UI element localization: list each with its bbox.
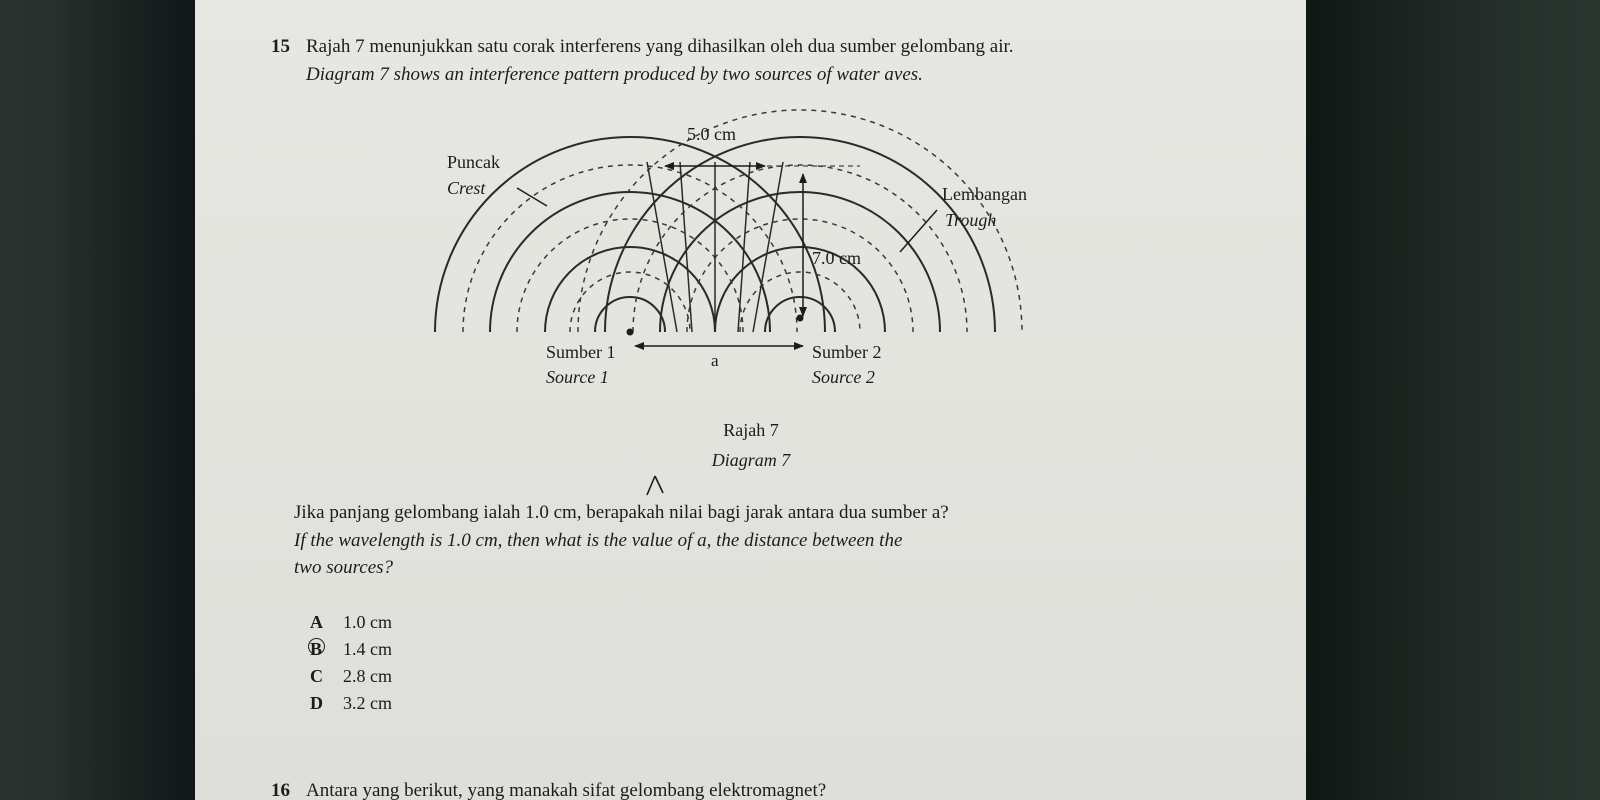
antinodal-line-4: [738, 162, 750, 332]
prompt-malay: Jika panjang gelombang ialah 1.0 cm, berapakah nilai bagi jarak antara dua sumber a?: [294, 502, 949, 523]
monitor-bezel-right: [1306, 0, 1600, 800]
separation-label: a: [711, 351, 719, 370]
trough-pointer: [900, 210, 937, 252]
option-letter: C: [310, 666, 323, 686]
question-16-number: 16: [271, 780, 290, 800]
antinodal-line-2: [680, 162, 692, 332]
distance-label: 7.0 cm: [812, 248, 861, 268]
crest-label-english: Crest: [447, 178, 486, 198]
option-letter: B: [310, 639, 323, 659]
exam-page: [195, 0, 1306, 800]
source1-dot: [627, 329, 634, 336]
option-value: 2.8 cm: [343, 666, 392, 686]
source2-trough-3: [633, 165, 967, 332]
monitor-bezel-left: [0, 0, 195, 800]
question-15-stem-english: Diagram 7 shows an interference pattern produced by two sources of water aves.: [306, 64, 923, 85]
option-value: 3.2 cm: [343, 693, 392, 713]
question-16-stem-malay: Antara yang berikut, yang manakah sifat gelombang elektromagnet?: [306, 780, 827, 800]
source2-label-english: Source 2: [812, 367, 875, 387]
source2-label-malay: Sumber 2: [812, 342, 882, 362]
spacing-label: 5.0 cm: [687, 124, 736, 144]
diagram-caption-english: Diagram 7: [711, 450, 791, 470]
source1-label-english: Source 1: [546, 367, 609, 387]
question-15-stem-malay: Rajah 7 menunjukkan satu corak interferens yang dihasilkan oleh dua sumber gelombang air.: [306, 36, 1014, 57]
prompt-english-line2: two sources?: [294, 557, 394, 578]
source1-label-malay: Sumber 1: [546, 342, 616, 362]
trough-label-english: Trough: [945, 210, 997, 230]
option-value: 1.0 cm: [343, 612, 392, 632]
pen-mark: [647, 476, 663, 495]
option-letter: D: [310, 693, 323, 713]
option-letter: A: [310, 612, 323, 632]
crest-label-malay: Puncak: [447, 152, 500, 172]
question-15-number: 15: [271, 36, 290, 57]
prompt-english-line1: If the wavelength is 1.0 cm, then what is the value of a, the distance between the: [294, 530, 903, 551]
option-value: 1.4 cm: [343, 639, 392, 659]
diagram-caption-malay: Rajah 7: [723, 420, 779, 440]
trough-label-malay: Lembangan: [942, 184, 1027, 204]
crest-pointer: [517, 188, 547, 206]
